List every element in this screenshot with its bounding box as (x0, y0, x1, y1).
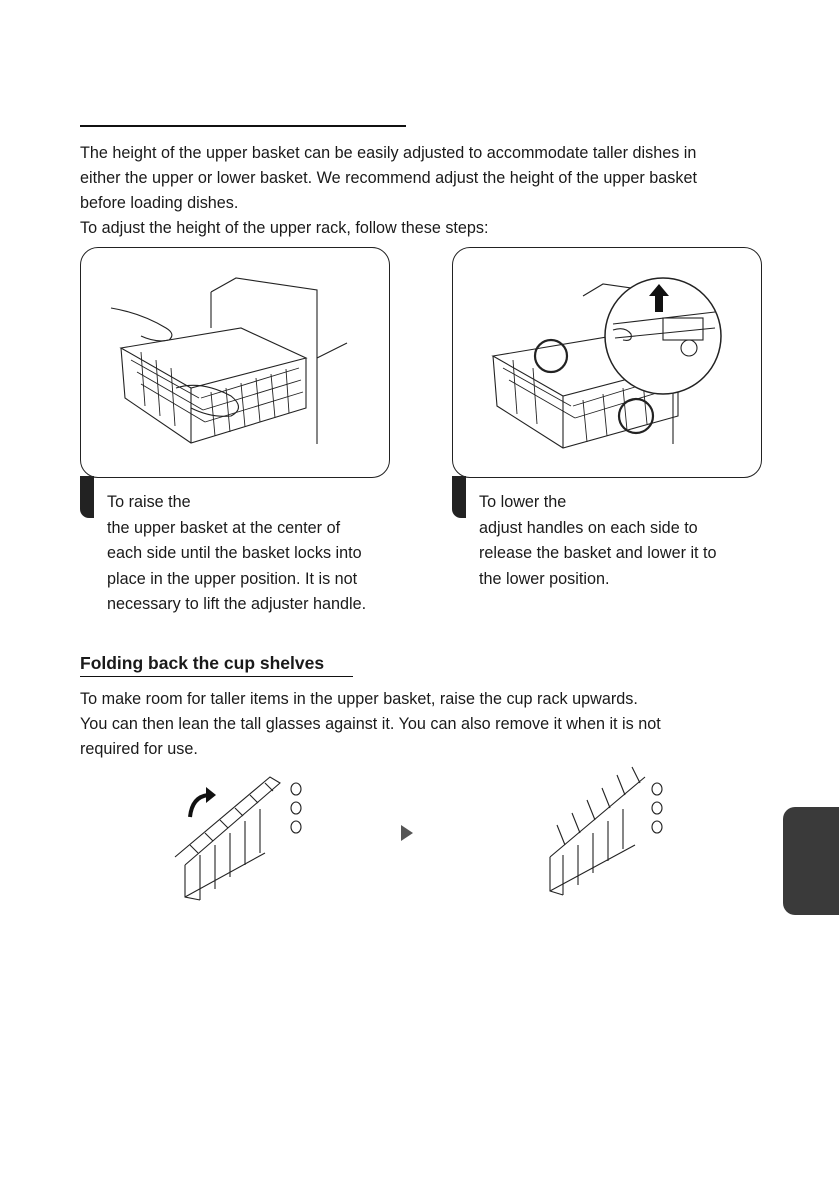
lower-basket-illustration (452, 247, 762, 478)
step-line: To lower the (479, 493, 567, 511)
next-arrow-icon (401, 825, 413, 841)
step-line: place in the upper position. It is not (107, 569, 358, 588)
step-marker (452, 476, 466, 518)
heading-rule (80, 125, 406, 127)
step-marker (80, 476, 94, 518)
step-line: To raise the (107, 493, 191, 511)
step-line: the lower position. (479, 569, 610, 588)
chapter-tab (783, 807, 839, 915)
cup-shelf-up-illustration (545, 765, 675, 905)
cup-shelf-down-drawing (170, 765, 310, 905)
raise-basket-illustration (80, 247, 390, 478)
intro-line: before loading dishes. (80, 194, 239, 212)
cup-shelf-down-illustration (170, 765, 310, 905)
intro-line: either the upper or lower basket. We recommend adjust the height of the upper basket (80, 169, 697, 187)
section-title: Folding back the cup shelves (80, 653, 353, 677)
intro-line: The height of the upper basket can be easily adjusted to accommodate taller dishes in (80, 144, 697, 162)
raise-basket-drawing (81, 248, 389, 477)
cup-line: To make room for taller items in the upper basket, raise the cup rack upwards. (80, 690, 638, 708)
cup-shelves-paragraph (80, 687, 760, 762)
lower-basket-drawing (453, 248, 761, 477)
raise-instructions (107, 490, 397, 618)
intro-line: To adjust the height of the upper rack, follow these steps: (80, 219, 489, 237)
intro-paragraph (80, 141, 760, 241)
cup-line: required for use. (80, 740, 198, 758)
step-line: the upper basket at the center of (107, 518, 341, 537)
step-line: necessary to lift the adjuster handle. (107, 595, 367, 613)
step-line: adjust handles on each side to (479, 518, 698, 537)
step-line: release the basket and lower it to (479, 544, 717, 562)
step-line: each side until the basket locks into (107, 544, 362, 562)
lower-instructions (479, 490, 769, 592)
cup-line: You can then lean the tall glasses against it. You can also remove it when it is not (80, 715, 661, 733)
cup-shelf-up-drawing (545, 765, 675, 905)
